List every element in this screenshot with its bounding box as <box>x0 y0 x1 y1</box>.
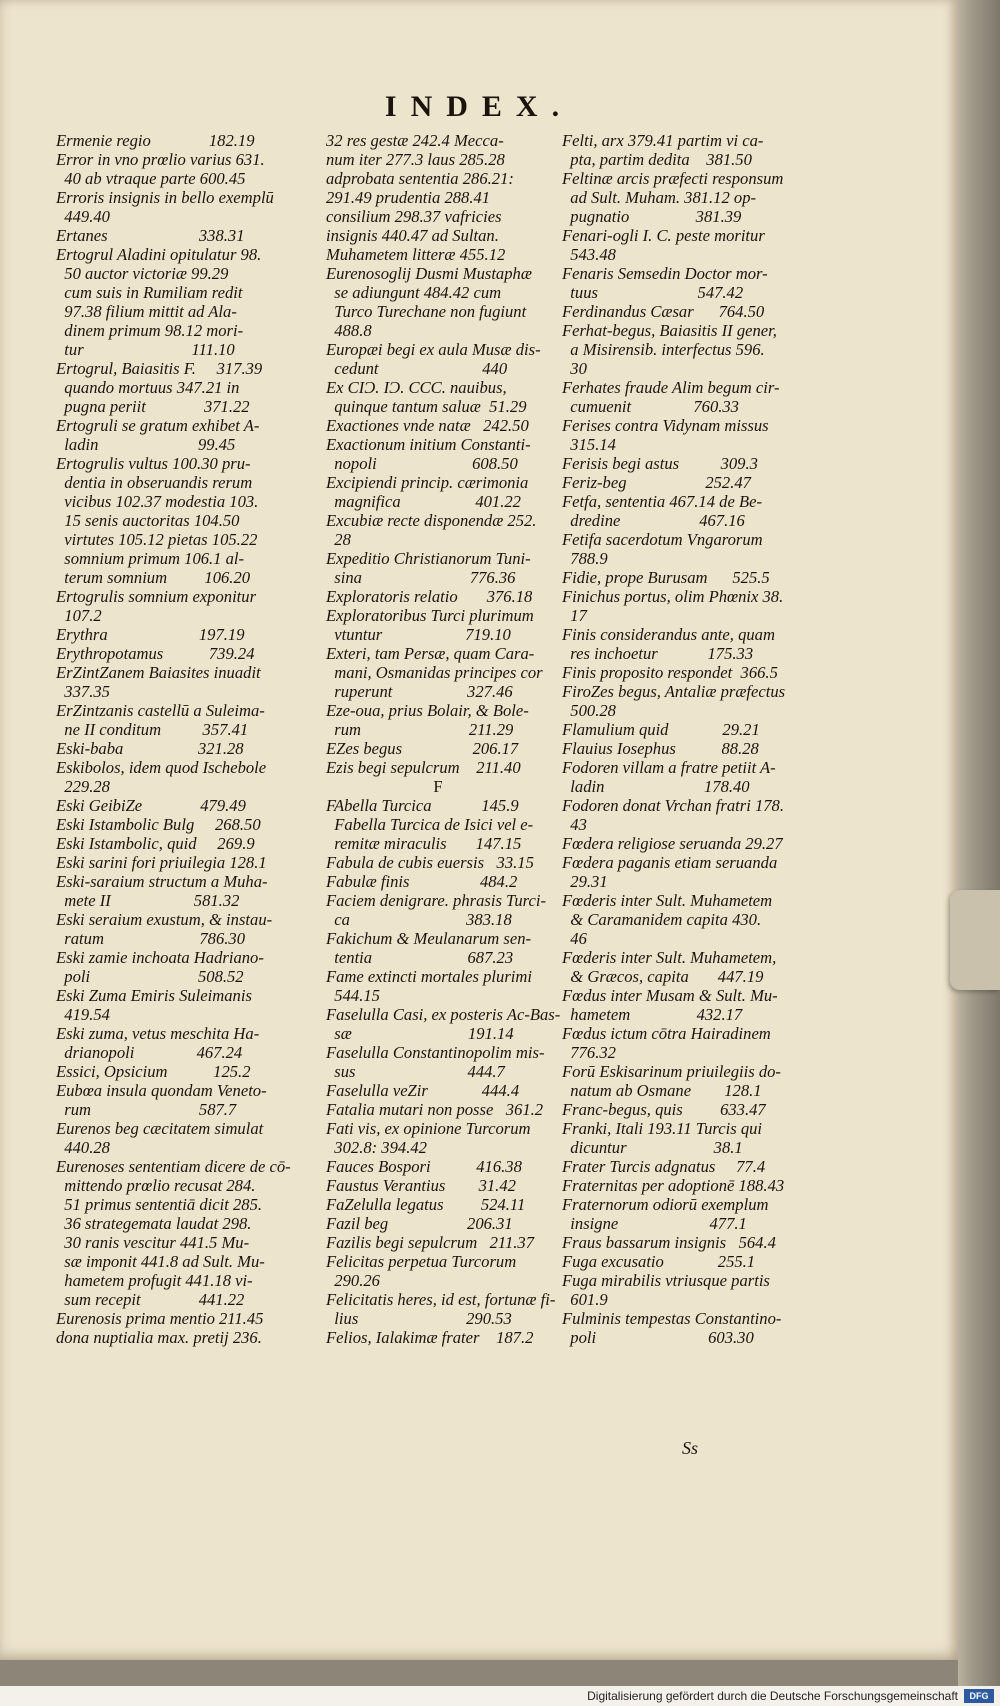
index-line: 17 <box>562 606 587 625</box>
index-line: pta, partim dedita 381.50 <box>562 150 752 169</box>
index-line: 315.14 <box>562 435 616 454</box>
index-line: ca 383.18 <box>326 910 512 929</box>
index-line: Fatalia mutari non posse 361.2 <box>326 1100 544 1119</box>
index-line: Exteri, tam Persæ, quam Cara- <box>326 644 535 663</box>
index-line: Essici, Opsicium 125.2 <box>56 1062 251 1081</box>
index-line: dona nuptialia max. pretij 236. <box>56 1328 262 1347</box>
index-line: 36 strategemata laudat 298. <box>56 1214 252 1233</box>
index-line: Ertogruli se gratum exhibet A- <box>56 416 260 435</box>
index-line: Faselulla veZir 444.4 <box>326 1081 520 1100</box>
index-line: Faselulla Constantinopolim mis- <box>326 1043 545 1062</box>
book-binding <box>958 0 1000 1706</box>
index-line: FAbella Turcica 145.9 <box>326 796 519 815</box>
index-line: Fenaris Semsedin Doctor mor- <box>562 264 768 283</box>
index-line: Ezis begi sepulcrum 211.40 <box>326 758 521 777</box>
index-line: Ertogrul Aladini opitulatur 98. <box>56 245 262 264</box>
index-line: Feltinæ arcis præfecti responsum <box>562 169 784 188</box>
index-line: mete II 581.32 <box>56 891 240 910</box>
index-column-3 <box>562 131 798 1347</box>
index-line: Fœdus inter Musam & Sult. Mu- <box>562 986 778 1005</box>
index-line: & Græcos, capita 447.19 <box>562 967 764 986</box>
index-line: insigne 477.1 <box>562 1214 747 1233</box>
index-line: Felicitas perpetua Turcorum <box>326 1252 517 1271</box>
index-line: Ferdinandus Cæsar 764.50 <box>562 302 765 321</box>
index-line: quinque tantum saluæ 51.29 <box>326 397 527 416</box>
index-line: rum 211.29 <box>326 720 514 739</box>
index-line: Franki, Itali 193.11 Turcis qui <box>562 1119 763 1138</box>
index-line: 290.26 <box>326 1271 380 1290</box>
index-line: Eurenosoglij Dusmi Mustaphæ <box>326 264 532 283</box>
index-line: Eski-baba 321.28 <box>56 739 244 758</box>
index-line: Forū Eskisarinum priuilegiis do- <box>562 1062 781 1081</box>
index-line: Felios, Ialakimæ frater 187.2 <box>326 1328 534 1347</box>
index-line: natum ab Osmane 128.1 <box>562 1081 762 1100</box>
index-line: sina 776.36 <box>326 568 516 587</box>
index-line: ladin 178.40 <box>562 777 750 796</box>
index-line: Fazilis begi sepulcrum 211.37 <box>326 1233 535 1252</box>
index-line: rum 587.7 <box>56 1100 237 1119</box>
index-line: Ertogrulis vultus 100.30 pru- <box>56 454 251 473</box>
index-line: 15 senis auctoritas 104.50 <box>56 511 240 530</box>
index-line: Fodoren donat Vrchan fratri 178. <box>562 796 785 815</box>
index-line: Ertogrulis somnium exponitur <box>56 587 257 606</box>
index-line: Franc-begus, quis 633.47 <box>562 1100 766 1119</box>
index-line: 30 ranis vescitur 441.5 Mu- <box>56 1233 250 1252</box>
index-line: Exactiones vnde natæ 242.50 <box>326 416 529 435</box>
index-line: Frater Turcis adgnatus 77.4 <box>562 1157 766 1176</box>
index-line: Fuga excusatio 255.1 <box>562 1252 756 1271</box>
index-line: ErZintzanis castellū a Suleima- <box>56 701 265 720</box>
index-line: ratum 786.30 <box>56 929 245 948</box>
index-line: Fetifa sacerdotum Vngarorum <box>562 530 763 549</box>
index-line: Fraus bassarum insignis 564.4 <box>562 1233 776 1252</box>
index-line: pugnatio 381.39 <box>562 207 742 226</box>
index-line: dinem primum 98.12 mori- <box>56 321 244 340</box>
index-line: Fazil beg 206.31 <box>326 1214 513 1233</box>
index-line: Exploratoris relatio 376.18 <box>326 587 533 606</box>
index-line: remitæ miraculis 147.15 <box>326 834 522 853</box>
index-line: Exactionum initium Constanti- <box>326 435 531 454</box>
index-line: Eze-oua, prius Bolair, & Bole- <box>326 701 529 720</box>
index-line: Fulminis tempestas Constantino- <box>562 1309 782 1328</box>
index-line: Excipiendi princip. cærimonia <box>326 473 529 492</box>
index-line: Feriz-beg 252.47 <box>562 473 751 492</box>
index-line: consilium 298.37 vafricies <box>326 207 502 226</box>
page-header: INDEX. <box>384 90 574 123</box>
index-line: Felti, arx 379.41 partim vi ca- <box>562 131 764 150</box>
index-line: adprobata sententia 286.21: <box>326 169 514 188</box>
index-line: Fetfa, sententia 467.14 de Be- <box>562 492 762 511</box>
index-line: virtutes 105.12 pietas 105.22 <box>56 530 258 549</box>
index-line: 51 primus sententiā dicit 285. <box>56 1195 263 1214</box>
index-line: Eski zuma, vetus meschita Ha- <box>56 1024 260 1043</box>
index-line: Turco Turechane non fugiunt <box>326 302 527 321</box>
index-line: Fœderis inter Sult. Muhametem <box>562 891 773 910</box>
index-line: sæ imponit 441.8 ad Sult. Mu- <box>56 1252 265 1271</box>
index-line: 43 <box>562 815 587 834</box>
index-line: Europæi begi ex aula Musæ dis- <box>326 340 541 359</box>
index-line: cum suis in Rumiliam redit <box>56 283 243 302</box>
digitization-footer <box>0 1686 1000 1706</box>
index-line: dicuntur 38.1 <box>562 1138 743 1157</box>
index-line: & Caramanidem capita 430. <box>562 910 762 929</box>
index-line: Ferhates fraude Alim begum cir- <box>562 378 780 397</box>
index-line: Fœdus ictum cōtra Hairadinem <box>562 1024 771 1043</box>
index-line: 50 auctor victoriæ 99.29 <box>56 264 229 283</box>
index-line: Erythropotamus 739.24 <box>56 644 255 663</box>
index-line: Fati vis, ex opinione Turcorum <box>326 1119 531 1138</box>
index-line: Fenari-ogli I. C. peste moritur <box>562 226 765 245</box>
index-line: Fabula de cubis euersis 33.15 <box>326 853 534 872</box>
index-line: Ertanes 338.31 <box>56 226 245 245</box>
index-line: sum recepit 441.22 <box>56 1290 245 1309</box>
index-line: res inchoetur 175.33 <box>562 644 754 663</box>
signature-mark: Ss <box>682 1438 699 1458</box>
index-line: ne II conditum 357.41 <box>56 720 249 739</box>
index-line: vicibus 102.37 modestia 103. <box>56 492 259 511</box>
index-line: Faciem denigrare. phrasis Turci- <box>326 891 547 910</box>
index-line: Faselulla Casi, ex posteris Ac-Bas- <box>326 1005 561 1024</box>
index-line: dredine 467.16 <box>562 511 745 530</box>
index-line: Fraternitas per adoptionē 188.43 <box>562 1176 785 1195</box>
dfg-logo: DFG <box>964 1689 994 1703</box>
index-line: Excubiæ recte disponendæ 252. <box>326 511 537 530</box>
index-line: ruperunt 327.46 <box>326 682 513 701</box>
index-line: Fabulæ finis 484.2 <box>326 872 518 891</box>
index-line: Exploratoribus Turci plurimum <box>326 606 534 625</box>
index-line: Eurenos beg cæcitatem simulat <box>56 1119 264 1138</box>
index-line: Finis proposito respondet 366.5 <box>562 663 778 682</box>
index-line: Flauius Iosephus 88.28 <box>562 739 759 758</box>
binding-tab <box>950 890 1000 990</box>
index-line: F <box>433 777 443 796</box>
index-line: Ermenie regio 182.19 <box>56 131 255 150</box>
index-line: Fabella Turcica de Isici vel e- <box>326 815 534 834</box>
index-line: Ferisis begi astus 309.3 <box>562 454 758 473</box>
index-line: 601.9 <box>562 1290 608 1309</box>
index-line: Flamulium quid 29.21 <box>562 720 760 739</box>
index-line: a Misirensib. interfectus 596. <box>562 340 765 359</box>
index-line: Finis considerandus ante, quam <box>562 625 775 644</box>
index-column-2 <box>326 131 561 1347</box>
index-line: num iter 277.3 laus 285.28 <box>326 150 505 169</box>
index-line: 776.32 <box>562 1043 616 1062</box>
index-line: 500.28 <box>562 701 616 720</box>
index-line: Fakichum & Meulanarum sen- <box>326 929 532 948</box>
index-line: lius 290.53 <box>326 1309 512 1328</box>
index-line: somnium primum 106.1 al- <box>56 549 245 568</box>
index-line: vtuntur 719.10 <box>326 625 511 644</box>
index-line: poli 508.52 <box>56 967 244 986</box>
index-line: 229.28 <box>56 777 110 796</box>
index-line: mittendo prœlio recusat 284. <box>56 1176 256 1195</box>
index-line: 107.2 <box>56 606 102 625</box>
index-line: Ferhat-begus, Baiasitis II gener, <box>562 321 777 340</box>
index-line: Fodoren villam a fratre petiit A- <box>562 758 776 777</box>
index-line: insignis 440.47 ad Sultan. <box>326 226 499 245</box>
index-line: FaZelulla legatus 524.11 <box>326 1195 526 1214</box>
index-line: Fraternorum odiorū exemplum <box>562 1195 769 1214</box>
index-line: Eurenoses sententiam dicere de cō- <box>56 1157 291 1176</box>
index-line: Eski seraium exustum, & instau- <box>56 910 273 929</box>
index-line: cedunt 440 <box>326 359 508 378</box>
index-line: Error in vno prœlio varius 631. <box>56 150 265 169</box>
index-line: Eski Istambolic, quid 269.9 <box>56 834 255 853</box>
index-line: terum somnium 106.20 <box>56 568 251 587</box>
index-line: se adiungunt 484.42 cum <box>326 283 502 302</box>
index-line: quando mortuus 347.21 in <box>56 378 240 397</box>
index-line: Ferises contra Vidynam missus <box>562 416 769 435</box>
index-line: magnifica 401.22 <box>326 492 521 511</box>
index-line: 449.40 <box>56 207 110 226</box>
index-line: Eski sarini fori priuilegia 128.1 <box>56 853 267 872</box>
index-line: poli 603.30 <box>562 1328 754 1347</box>
index-line: FiroZes begus, Antaliæ præfectus <box>562 682 786 701</box>
index-line: 291.49 prudentia 288.41 <box>326 188 491 207</box>
index-line: cumuenit 760.33 <box>562 397 739 416</box>
index-column-1 <box>56 131 292 1347</box>
index-line: pugna periit 371.22 <box>56 397 250 416</box>
index-line: tur 111.10 <box>56 340 235 359</box>
index-line: 544.15 <box>326 986 380 1005</box>
index-line: Eski GeibiZe 479.49 <box>56 796 246 815</box>
index-line: mani, Osmanidas principes cor <box>326 663 543 682</box>
index-line: 40 ab vtraque parte 600.45 <box>56 169 246 188</box>
footer-text: Digitalisierung gefördert durch die Deutsche Forschungsgemeinschaft <box>587 1689 958 1703</box>
index-line: 28 <box>326 530 351 549</box>
index-line: Eski Istambolic Bulg 268.50 <box>56 815 261 834</box>
index-line: Fœdera paganis etiam seruanda <box>562 853 778 872</box>
index-line: Eurenosis prima mentio 211.45 <box>56 1309 264 1328</box>
index-line: tuus 547.42 <box>562 283 744 302</box>
index-line: Ertogrul, Baiasitis F. 317.39 <box>56 359 263 378</box>
index-line: sæ 191.14 <box>326 1024 514 1043</box>
index-line: 29.31 <box>562 872 608 891</box>
index-line: Eubœa insula quondam Veneto- <box>56 1081 267 1100</box>
index-line: drianopoli 467.24 <box>56 1043 243 1062</box>
index-line: 32 res gestæ 242.4 Mecca- <box>326 131 504 150</box>
index-line: Eski zamie inchoata Hadriano- <box>56 948 264 967</box>
index-line: 30 <box>562 359 587 378</box>
index-line: Fœdera religiose seruanda 29.27 <box>562 834 783 853</box>
index-line: 337.35 <box>56 682 110 701</box>
index-line: hametem profugit 441.18 vi- <box>56 1271 253 1290</box>
index-line: 302.8: 394.42 <box>326 1138 427 1157</box>
index-line: Eski Zuma Emiris Suleimanis <box>56 986 252 1005</box>
index-line: tentia 687.23 <box>326 948 514 967</box>
index-line: ErZintZanem Baiasites inuadit <box>56 663 261 682</box>
index-line: Fuga mirabilis vtriusque partis <box>562 1271 770 1290</box>
index-line: EZes begus 206.17 <box>326 739 519 758</box>
index-line: 46 <box>562 929 587 948</box>
index-line: 788.9 <box>562 549 608 568</box>
index-line: nopoli 608.50 <box>326 454 518 473</box>
index-line: 97.38 filium mittit ad Ala- <box>56 302 237 321</box>
index-line: Felicitatis heres, id est, fortunæ fi- <box>326 1290 556 1309</box>
index-line: Expeditio Christianorum Tuni- <box>326 549 531 568</box>
index-line: Finichus portus, olim Phœnix 38. <box>562 587 784 606</box>
index-line: Faustus Verantius 31.42 <box>326 1176 516 1195</box>
index-line: Ex CIƆ. IƆ. CCC. nauibus, <box>326 378 507 397</box>
index-line: Erroris insignis in bello exemplū <box>56 188 274 207</box>
index-line: ad Sult. Muham. 381.12 op- <box>562 188 757 207</box>
index-line: 440.28 <box>56 1138 110 1157</box>
index-line: Erythra 197.19 <box>56 625 245 644</box>
index-line: Fame extincti mortales plurimi <box>326 967 533 986</box>
index-line: Fœderis inter Sult. Muhametem, <box>562 948 777 967</box>
index-line: Muhametem litteræ 455.12 <box>326 245 506 264</box>
index-line: dentia in obseruandis rerum <box>56 473 253 492</box>
index-line: Eskibolos, idem quod Ischebole <box>56 758 267 777</box>
index-line: 488.8 <box>326 321 372 340</box>
index-line: Fauces Bospori 416.38 <box>326 1157 522 1176</box>
index-line: hametem 432.17 <box>562 1005 743 1024</box>
index-line: 543.48 <box>562 245 616 264</box>
index-line: sus 444.7 <box>326 1062 505 1081</box>
index-line: 419.54 <box>56 1005 110 1024</box>
index-line: Fidie, prope Burusam 525.5 <box>562 568 770 587</box>
index-line: ladin 99.45 <box>56 435 236 454</box>
index-line: Eski-saraium structum a Muha- <box>56 872 268 891</box>
